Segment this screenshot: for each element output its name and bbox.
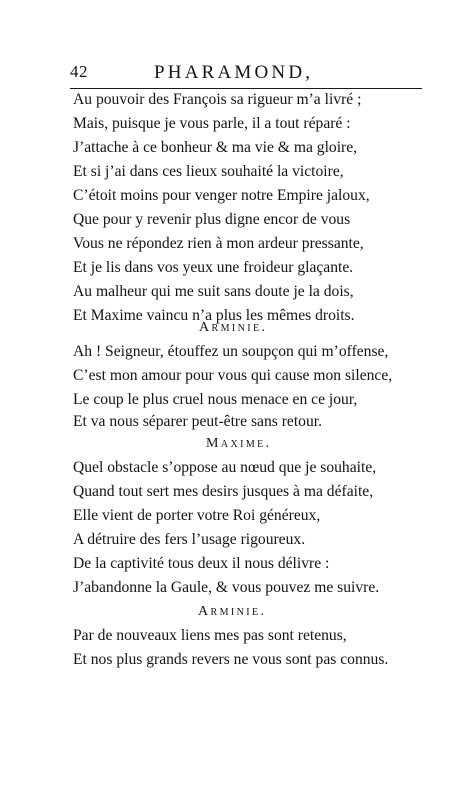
- speaker-name: Arminie.: [198, 604, 267, 619]
- verse-line: J’abandonne la Gaule, & vous pouvez me suivre.: [73, 579, 380, 596]
- verse-line: Mais, puisque je vous parle, il a tout réparé :: [73, 115, 351, 132]
- verse-line: Et je lis dans vos yeux une froideur glaçante.: [73, 259, 354, 276]
- header-rule: [70, 88, 422, 89]
- verse-line: Quand tout sert mes desirs jusques à ma défaite,: [73, 483, 374, 500]
- verse-line: Et nos plus grands revers ne vous sont pas connus.: [73, 651, 389, 668]
- verse-line: Elle vient de porter votre Roi généreux,: [73, 507, 321, 524]
- speaker-name: Arminie.: [199, 320, 268, 335]
- verse-line: Que pour y revenir plus digne encor de vous: [73, 211, 351, 228]
- speaker-name: Maxime.: [206, 436, 272, 451]
- verse-line: De la captivité tous deux il nous délivre :: [73, 555, 330, 572]
- verse-line: Le coup le plus cruel nous menace en ce jour,: [73, 391, 358, 408]
- verse-line: A détruire des fers l’usage rigoureux.: [73, 531, 306, 548]
- verse-line: Quel obstacle s’oppose au nœud que je souhaite,: [73, 459, 377, 476]
- verse-line: Par de nouveaux liens mes pas sont retenus,: [73, 627, 347, 644]
- verse-line: J’attache à ce bonheur & ma vie & ma gloire,: [73, 139, 358, 156]
- verse-line: Vous ne répondez rien à mon ardeur pressante,: [73, 235, 364, 252]
- verse-line: Ah ! Seigneur, étouffez un soupçon qui m’offense,: [73, 343, 389, 360]
- verse-line: Au malheur qui me suit sans doute je la dois,: [73, 283, 354, 300]
- verse-line: Et Maxime vaincu n’a plus les mêmes droits.: [73, 307, 355, 324]
- verse-line: Et va nous séparer peut-être sans retour.: [73, 413, 322, 430]
- verse-line: C’est mon amour pour vous qui cause mon silence,: [73, 367, 393, 384]
- running-title: PHARAMOND,: [154, 62, 314, 83]
- verse-line: C’étoit moins pour venger notre Empire jaloux,: [73, 187, 370, 204]
- verse-line: Et si j’ai dans ces lieux souhaité la victoire,: [73, 163, 344, 180]
- page-number: 42: [70, 62, 88, 81]
- verse-line: Au pouvoir des François sa rigueur m’a livré ;: [73, 91, 362, 108]
- page-header: [70, 62, 422, 84]
